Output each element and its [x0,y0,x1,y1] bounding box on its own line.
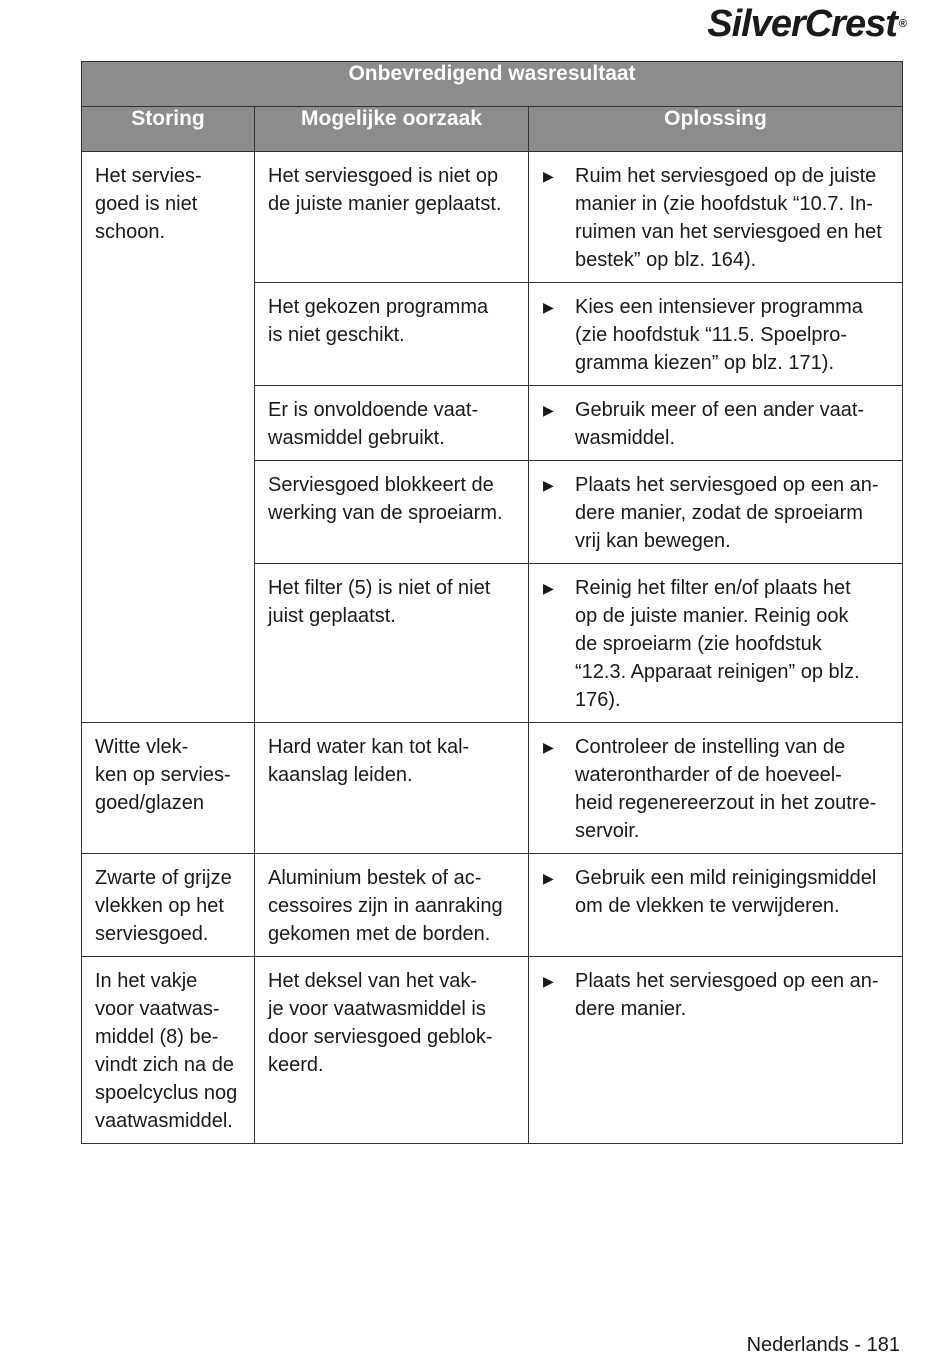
table-title: Onbevredigend wasresultaat [82,62,903,107]
table-row [82,854,903,957]
column-header-oorzaak: Mogelijke oorzaak [255,107,529,152]
oplossing-cell [529,564,903,723]
triangle-right-icon: ▶ [543,299,554,315]
silvercrest-logo [707,4,906,44]
triangle-right-icon: ▶ [543,477,554,493]
oorzaak-cell: Hard water kan tot kal- kaanslag leiden. [255,723,529,854]
table-body [82,152,903,1144]
column-header-oplossing: Oplossing [529,107,903,152]
table-row [82,723,903,854]
table-row [82,957,903,1144]
triangle-right-icon: ▶ [543,739,554,755]
triangle-right-icon: ▶ [543,870,554,886]
oplossing-cell [529,957,903,1144]
oplossing-text: Plaats het serviesgoed op een an- dere manier. [575,970,879,1020]
triangle-right-icon: ▶ [543,973,554,989]
registered-mark: ® [898,18,906,30]
oplossing-text: Kies een intensiever programma (zie hoofdstuk “11.5. Spoelpro- gramma kiezen” op blz. 171). [575,296,863,374]
oplossing-cell [529,854,903,957]
column-header-storing: Storing [82,107,255,152]
oplossing-cell [529,723,903,854]
triangle-right-icon: ▶ [543,402,554,418]
triangle-right-icon: ▶ [543,580,554,596]
oorzaak-cell: Serviesgoed blokkeert de werking van de sproeiarm. [255,461,529,564]
oplossing-text: Gebruik een mild reinigingsmiddel om de vlekken te verwijderen. [575,867,877,917]
oplossing-cell [529,386,903,461]
oplossing-cell [529,461,903,564]
storing-cell: Zwarte of grijze vlekken op het serviesgoed. [82,854,255,957]
storing-cell: Het servies- goed is niet schoon. [82,152,255,723]
oorzaak-cell: Het gekozen programma is niet geschikt. [255,283,529,386]
triangle-right-icon: ▶ [543,168,554,184]
oplossing-text: Gebruik meer of een ander vaat- wasmiddel. [575,399,865,449]
oplossing-cell [529,283,903,386]
table-row [82,152,903,283]
oplossing-cell [529,152,903,283]
oorzaak-cell: Aluminium bestek of ac- cessoires zijn in aanraking gekomen met de borden. [255,854,529,957]
storing-cell: Witte vlek- ken op servies- goed/glazen [82,723,255,854]
troubleshooting-table [81,61,903,1144]
oplossing-text: Plaats het serviesgoed op een an- dere manier, zodat de sproeiarm vrij kan bewegen. [575,474,879,552]
oplossing-text: Ruim het serviesgoed op de juiste manier in (zie hoofdstuk “10.7. In- ruimen van het serviesgoed en het bestek” op blz. 164). [575,165,882,271]
oplossing-text: Reinig het filter en/of plaats het op de juiste manier. Reinig ook de sproeiarm (zie hoofdstuk “12.3. Apparaat reinigen” op blz. 176). [575,577,860,711]
oplossing-text: Controleer de instelling van de waterontharder of de hoeveel- heid regenereerzout in het zoutre- servoir. [575,736,877,842]
oorzaak-cell: Het deksel van het vak- je voor vaatwasmiddel is door serviesgoed geblok- keerd. [255,957,529,1144]
oorzaak-cell: Het filter (5) is niet of niet juist geplaatst. [255,564,529,723]
oorzaak-cell: Er is onvoldoende vaat- wasmiddel gebruikt. [255,386,529,461]
oorzaak-cell: Het serviesgoed is niet op de juiste manier geplaatst. [255,152,529,283]
page-footer: Nederlands - 181 [746,1334,900,1356]
logo-text: SilverCrest [707,3,897,45]
storing-cell: In het vakje voor vaatwas- middel (8) be- vindt zich na de spoelcyclus nog vaatwasmiddel. [82,957,255,1144]
